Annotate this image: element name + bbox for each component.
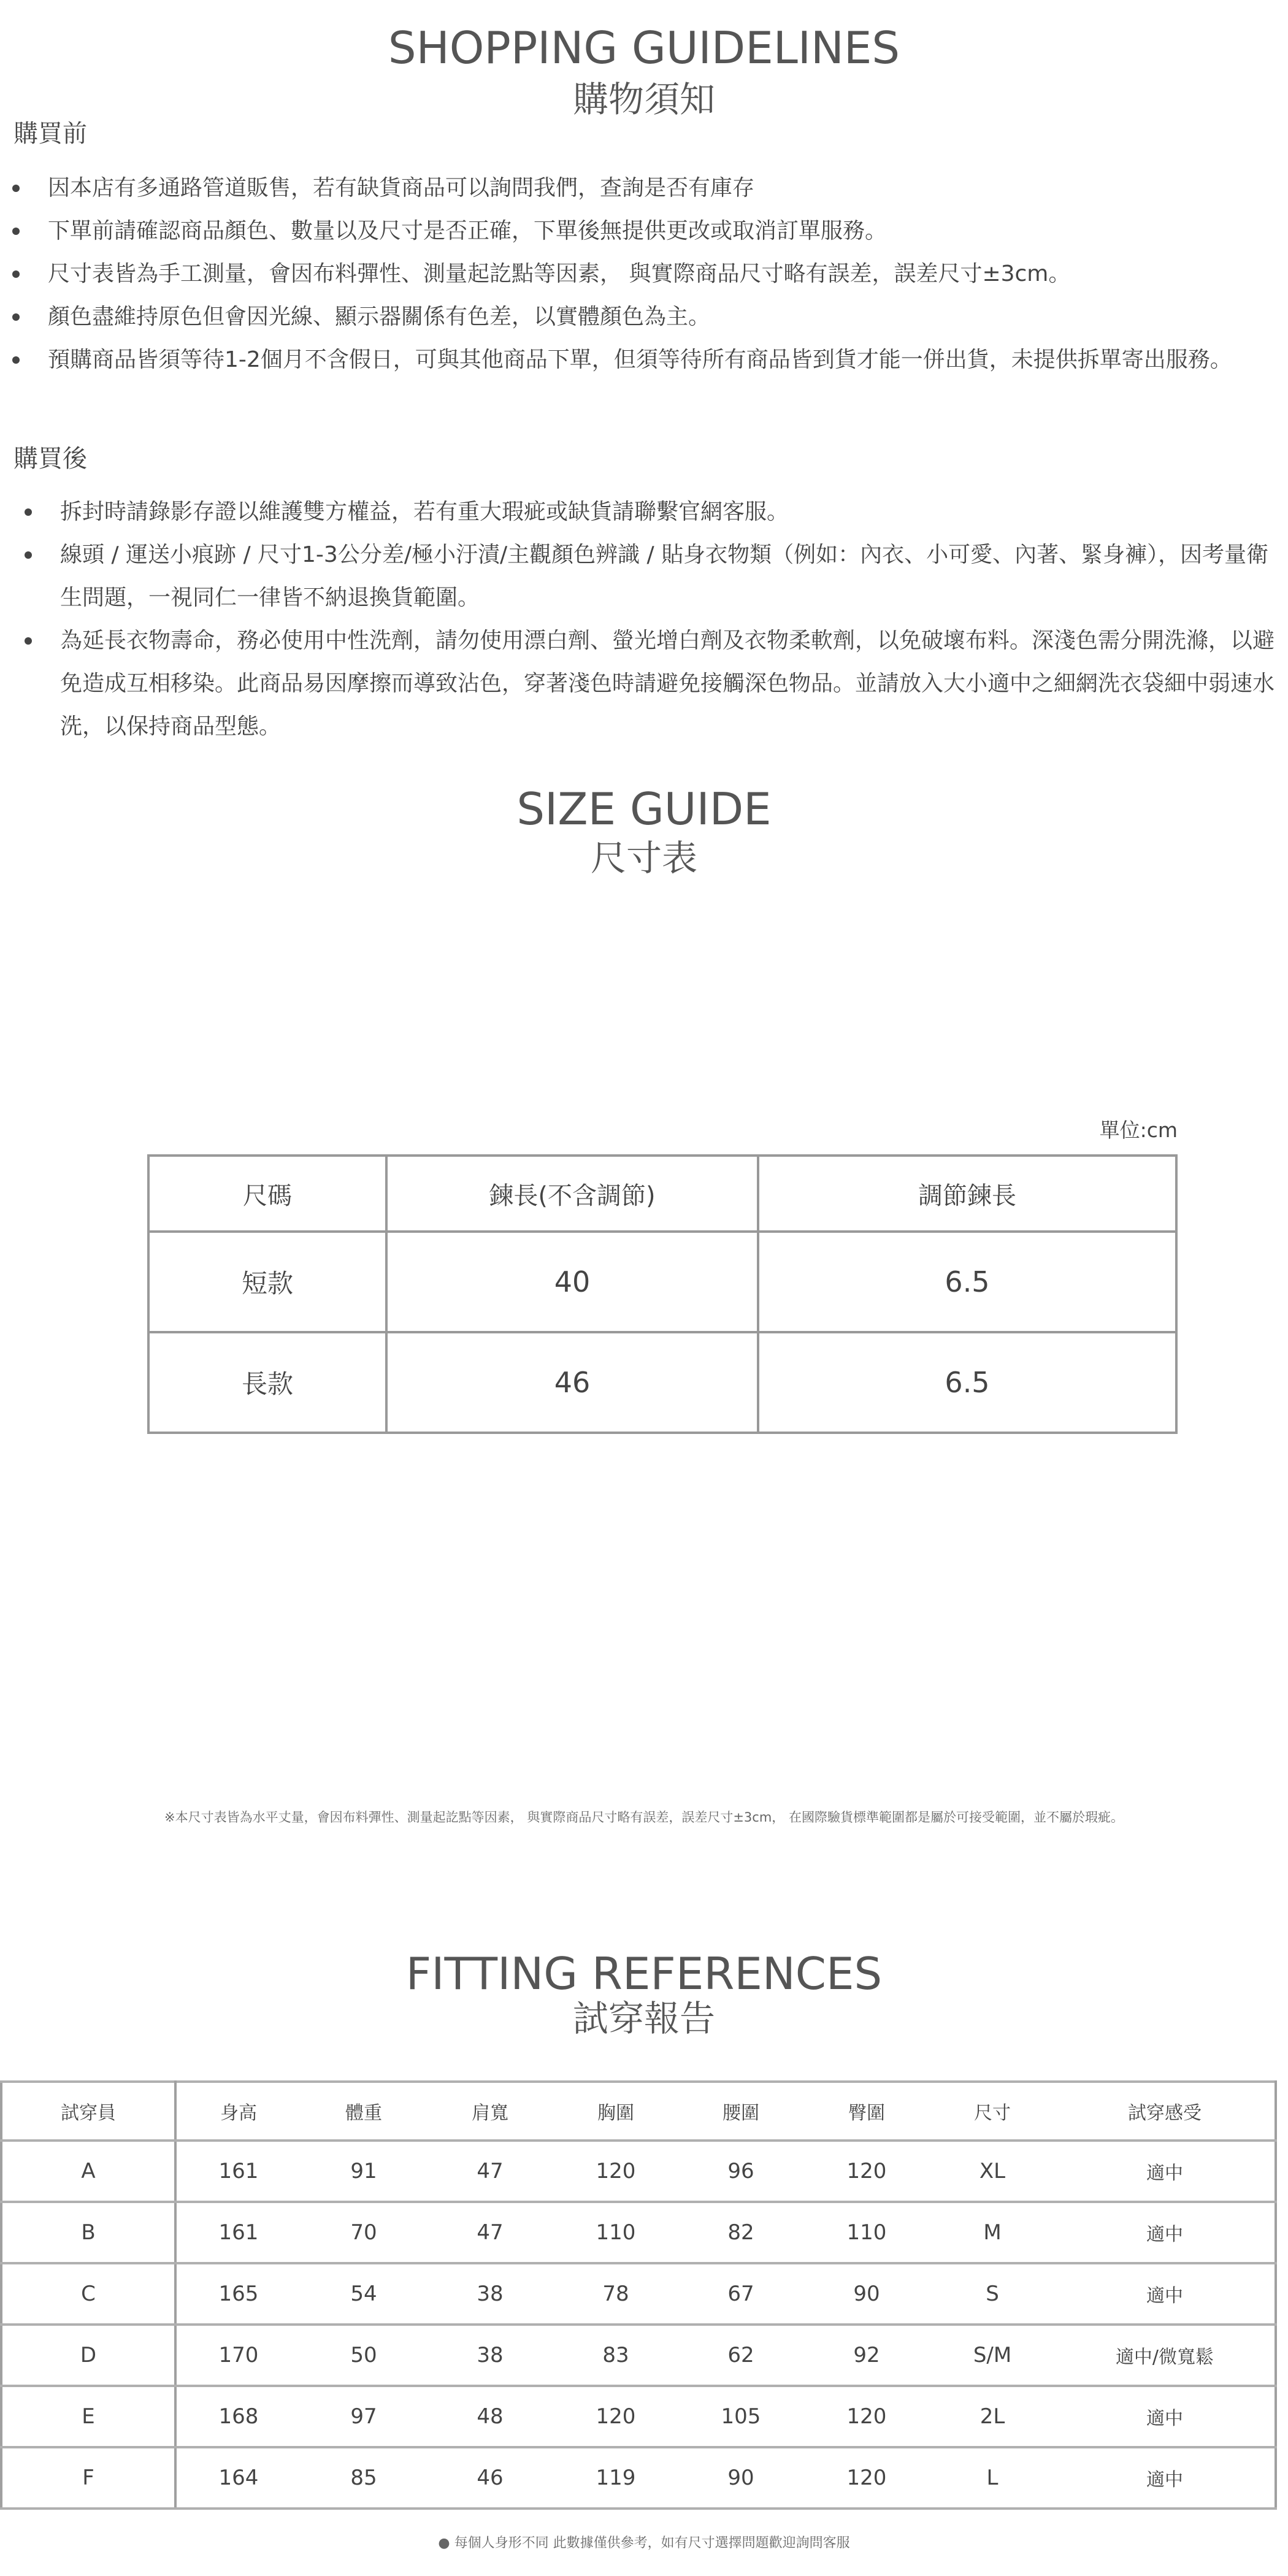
table-cell: 適中	[1055, 2263, 1276, 2325]
table-cell: 85	[301, 2447, 427, 2509]
table-cell: 長款	[148, 1332, 386, 1433]
column-header: 試穿員	[1, 2082, 175, 2141]
table-cell: 165	[175, 2263, 301, 2325]
table-cell: 105	[678, 2386, 803, 2447]
table-cell: 67	[678, 2263, 803, 2325]
table-cell: 50	[301, 2325, 427, 2386]
table-cell: 46	[386, 1332, 758, 1433]
table-cell: 47	[427, 2141, 553, 2202]
before-purchase-heading: 購買前	[13, 120, 87, 148]
after-purchase-list	[48, 491, 1287, 748]
table-cell: 120	[803, 2141, 930, 2202]
bullet-icon	[25, 551, 32, 559]
table-cell: 110	[553, 2202, 678, 2263]
table-cell: XL	[930, 2141, 1055, 2202]
list-item: 拆封時請錄影存證以維護雙方權益，若有重大瑕疵或缺貨請聯繫官網客服。	[48, 491, 1287, 534]
list-item: 線頭 / 運送小痕跡 / 尺寸1-3公分差/極小汙漬/主觀顏色辨識 / 貼身衣物類（例如：內衣、小可愛、內著、緊身褲），因考量衛生問題，一視同仁一律皆不納退換貨範圍。	[48, 534, 1287, 619]
table-row	[1, 2386, 1276, 2447]
table-cell: S/M	[930, 2325, 1055, 2386]
table-cell: 38	[427, 2325, 553, 2386]
table-cell: 161	[175, 2202, 301, 2263]
table-row	[1, 2202, 1276, 2263]
table-cell: 168	[175, 2386, 301, 2447]
shopping-title-en: SHOPPING GUIDELINES	[388, 22, 900, 74]
column-header: 尺碼	[148, 1156, 386, 1232]
table-row	[1, 2141, 1276, 2202]
size-guide-title-zh: 尺寸表	[590, 837, 697, 879]
table-cell: 40	[386, 1232, 758, 1332]
list-item: 顏色盡維持原色但會因光線、顯示器關係有色差，以實體顏色為主。	[36, 296, 1287, 339]
bullet-icon	[25, 637, 32, 645]
column-header: 臀圍	[803, 2082, 930, 2141]
table-cell: 適中	[1055, 2202, 1276, 2263]
column-header: 肩寬	[427, 2082, 553, 2141]
table-cell: 46	[427, 2447, 553, 2509]
table-row	[1, 2263, 1276, 2325]
table-cell: B	[1, 2202, 175, 2263]
table-cell: 110	[803, 2202, 930, 2263]
table-cell: 適中	[1055, 2386, 1276, 2447]
after-purchase-heading: 購買後	[13, 445, 87, 473]
list-item: 因本店有多通路管道販售，若有缺貨商品可以詢問我們，查詢是否有庫存	[36, 167, 1287, 210]
table-cell: 82	[678, 2202, 803, 2263]
table-cell: 54	[301, 2263, 427, 2325]
bullet-icon	[12, 185, 20, 192]
table-cell: 120	[553, 2141, 678, 2202]
table-cell: 91	[301, 2141, 427, 2202]
table-cell: 90	[678, 2447, 803, 2509]
table-header-row	[1, 2082, 1276, 2141]
table-cell: 119	[553, 2447, 678, 2509]
table-cell: 96	[678, 2141, 803, 2202]
table-row	[1, 2325, 1276, 2386]
table-cell: 38	[427, 2263, 553, 2325]
table-cell: 70	[301, 2202, 427, 2263]
column-header: 鍊長(不含調節)	[386, 1156, 758, 1232]
bullet-icon	[12, 270, 20, 278]
table-cell: 62	[678, 2325, 803, 2386]
column-header: 腰圍	[678, 2082, 803, 2141]
table-cell: 2L	[930, 2386, 1055, 2447]
fitting-title-zh: 試穿報告	[572, 1998, 715, 2039]
table-cell: 48	[427, 2386, 553, 2447]
table-cell: 120	[803, 2447, 930, 2509]
size-table-note: ※本尺寸表皆為水平丈量，會因布料彈性、測量起訖點等因素， 與實際商品尺寸略有誤差，誤差尺寸±3cm， 在國際驗貨標準範圍都是屬於可接受範圍，並不屬於瑕疵。	[164, 1810, 1124, 1825]
table-cell: 6.5	[758, 1332, 1176, 1433]
table-cell: 164	[175, 2447, 301, 2509]
table-cell: 170	[175, 2325, 301, 2386]
list-item: 尺寸表皆為手工測量，會因布料彈性、測量起訖點等因素， 與實際商品尺寸略有誤差，誤差尺寸±3cm。	[36, 253, 1287, 296]
list-item: 下單前請確認商品顏色、數量以及尺寸是否正確，下單後無提供更改或取消訂單服務。	[36, 210, 1287, 253]
size-guide-title-en: SIZE GUIDE	[516, 783, 772, 835]
table-cell: F	[1, 2447, 175, 2509]
bullet-icon	[12, 228, 20, 235]
bullet-icon	[12, 313, 20, 321]
table-cell: 47	[427, 2202, 553, 2263]
column-header: 試穿感受	[1055, 2082, 1276, 2141]
bullet-icon	[12, 356, 20, 364]
table-cell: 161	[175, 2141, 301, 2202]
table-cell: C	[1, 2263, 175, 2325]
column-header: 胸圍	[553, 2082, 678, 2141]
size-table	[147, 1154, 1178, 1434]
column-header: 體重	[301, 2082, 427, 2141]
table-cell: 適中	[1055, 2141, 1276, 2202]
table-header-row	[148, 1156, 1176, 1232]
before-purchase-list	[36, 167, 1287, 381]
table-cell: A	[1, 2141, 175, 2202]
table-cell: 90	[803, 2263, 930, 2325]
table-cell: S	[930, 2263, 1055, 2325]
bullet-icon	[25, 508, 32, 516]
table-cell: 92	[803, 2325, 930, 2386]
table-cell: L	[930, 2447, 1055, 2509]
list-item: 預購商品皆須等待1-2個月不含假日，可與其他商品下單，但須等待所有商品皆到貨才能一併出貨，未提供拆單寄出服務。	[36, 339, 1287, 381]
table-cell: 97	[301, 2386, 427, 2447]
table-cell: 120	[553, 2386, 678, 2447]
table-cell: 適中	[1055, 2447, 1276, 2509]
fitting-footnote: ● 每個人身形不同 此數據僅供參考，如有尺寸選擇問題歡迎詢問客服	[438, 2536, 850, 2551]
table-cell: 83	[553, 2325, 678, 2386]
table-cell: D	[1, 2325, 175, 2386]
table-row	[1, 2447, 1276, 2509]
table-cell: 短款	[148, 1232, 386, 1332]
size-unit-label: 單位:cm	[1099, 1118, 1178, 1142]
column-header: 調節鍊長	[758, 1156, 1176, 1232]
table-cell: 6.5	[758, 1232, 1176, 1332]
list-item: 為延長衣物壽命，務必使用中性洗劑，請勿使用漂白劑、螢光增白劑及衣物柔軟劑，以免破壞布料。深淺色需分開洗滌，以避免造成互相移染。此商品易因摩擦而導致沾色，穿著淺色時請避免接觸深色物品。並請放入大小適中之細網洗衣袋細中弱速水洗，以保持商品型態。	[48, 619, 1287, 748]
table-cell: E	[1, 2386, 175, 2447]
fitting-table	[0, 2080, 1277, 2510]
shopping-title-zh: 購物須知	[572, 79, 715, 120]
column-header: 身高	[175, 2082, 301, 2141]
table-cell: 78	[553, 2263, 678, 2325]
table-row	[148, 1332, 1176, 1433]
fitting-title-en: FITTING REFERENCES	[405, 1948, 883, 1999]
table-row	[148, 1232, 1176, 1332]
table-cell: 適中/微寬鬆	[1055, 2325, 1276, 2386]
table-cell: M	[930, 2202, 1055, 2263]
column-header: 尺寸	[930, 2082, 1055, 2141]
table-cell: 120	[803, 2386, 930, 2447]
